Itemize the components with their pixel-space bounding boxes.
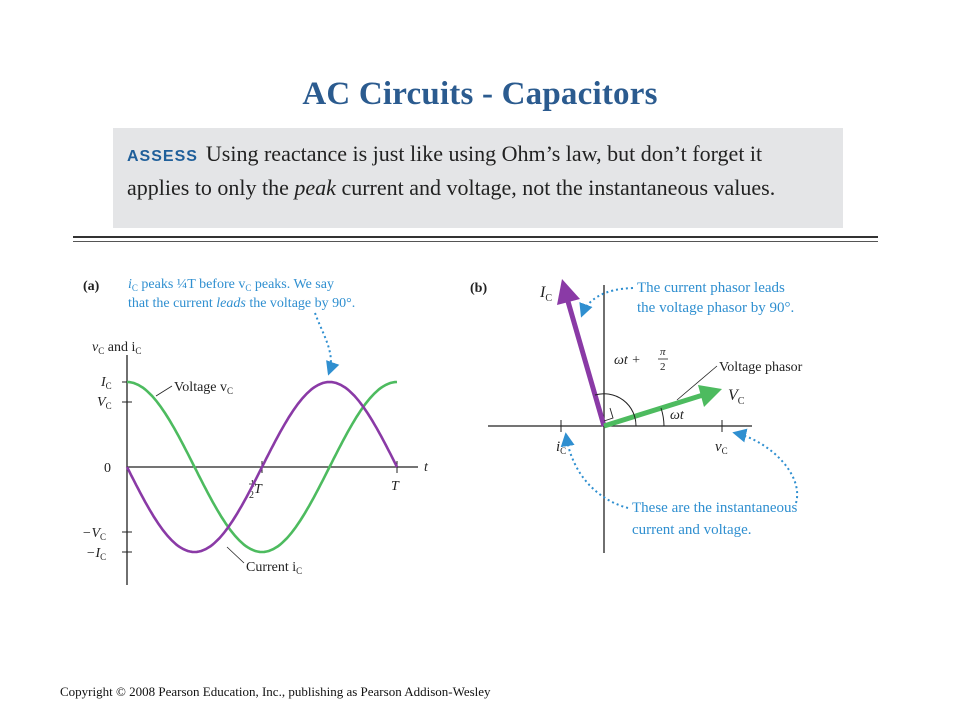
assess-label: ASSESS: [127, 148, 198, 165]
tick-Ic: $I_C$: [101, 375, 112, 391]
tick-negIc: $-I_C$: [86, 546, 107, 562]
panel-a-note-line1: $i_C$ peaks ¼T before $v_C$ peaks. We say: [128, 277, 334, 293]
tick-half-T: $^1$ 2T: [249, 479, 262, 501]
lead-note-line1: The current phasor leads: [637, 280, 785, 296]
inst-note-line2: current and voltage.: [632, 522, 752, 538]
tick-zero: 0: [104, 461, 111, 476]
assess-text-start: Using reactance is just like using Ohm’s law, but don’t forget it applies to only the: [127, 141, 763, 200]
lead-note-line2: the voltage phasor by 90°.: [637, 300, 795, 316]
current-label-leader: [227, 547, 244, 563]
inst-note-line1: These are the instantaneous: [632, 500, 798, 516]
tick-negVc: $-V_C$: [82, 526, 107, 542]
voltage-phasor-text: Voltage phasor: [719, 360, 803, 375]
divider-top: [73, 236, 878, 238]
current-label: Current $i_C$: [246, 560, 303, 576]
assess-emphasis: peak: [294, 175, 336, 200]
inst-pointer-arrow-left: [566, 435, 628, 508]
phasor-figure: [0, 255, 960, 595]
voltage-phasor-arrowhead: [698, 385, 722, 407]
voltage-label-leader: [156, 386, 172, 396]
lead-pointer-arrow: [582, 288, 633, 315]
tick-T: T: [391, 479, 399, 494]
figure: [0, 255, 960, 595]
assess-text: [127, 138, 827, 203]
divider-bottom: [73, 241, 878, 242]
pi-numerator: π: [660, 346, 666, 358]
panel-b-label: (b): [470, 281, 488, 296]
inst-pointer-arrow-right: [735, 433, 797, 503]
angle-current-label: ωt +: [614, 353, 641, 368]
y-axis-title: $v_C$ and $i_C$: [92, 340, 142, 356]
panel-a-label: (a): [83, 279, 100, 294]
voltage-phasor: [604, 395, 703, 426]
angle-arc-voltage: [661, 408, 664, 426]
copyright-footer: Copyright © 2008 Pearson Education, Inc., publishing as Pearson Addison-Wesley: [60, 684, 491, 699]
voltage-label: Voltage $v_C$: [174, 380, 234, 396]
tick-Vc: $V_C$: [97, 395, 112, 411]
current-phasor-arrowhead: [557, 279, 580, 305]
assess-box: [113, 128, 843, 228]
right-angle-marker: [604, 408, 613, 421]
assess-text-end: current and voltage, not the instantaneous values.: [341, 175, 776, 200]
inst-current-label: $i_C$: [556, 439, 567, 456]
voltage-phasor-label: $V_C$: [728, 387, 745, 407]
current-phasor-label: $I_C$: [540, 284, 552, 304]
x-axis-label: t: [424, 460, 428, 475]
pi-denominator: 2: [660, 361, 666, 373]
angle-voltage-label: ωt: [670, 408, 684, 423]
inst-voltage-label: $v_C$: [715, 439, 728, 456]
panel-a-note-line2: that the current leads the voltage by 90°.: [128, 296, 356, 311]
current-phasor: [567, 298, 604, 426]
panel-a-pointer-arrow: [315, 313, 331, 373]
slide-title: AC Circuits - Capacitors: [302, 76, 658, 112]
